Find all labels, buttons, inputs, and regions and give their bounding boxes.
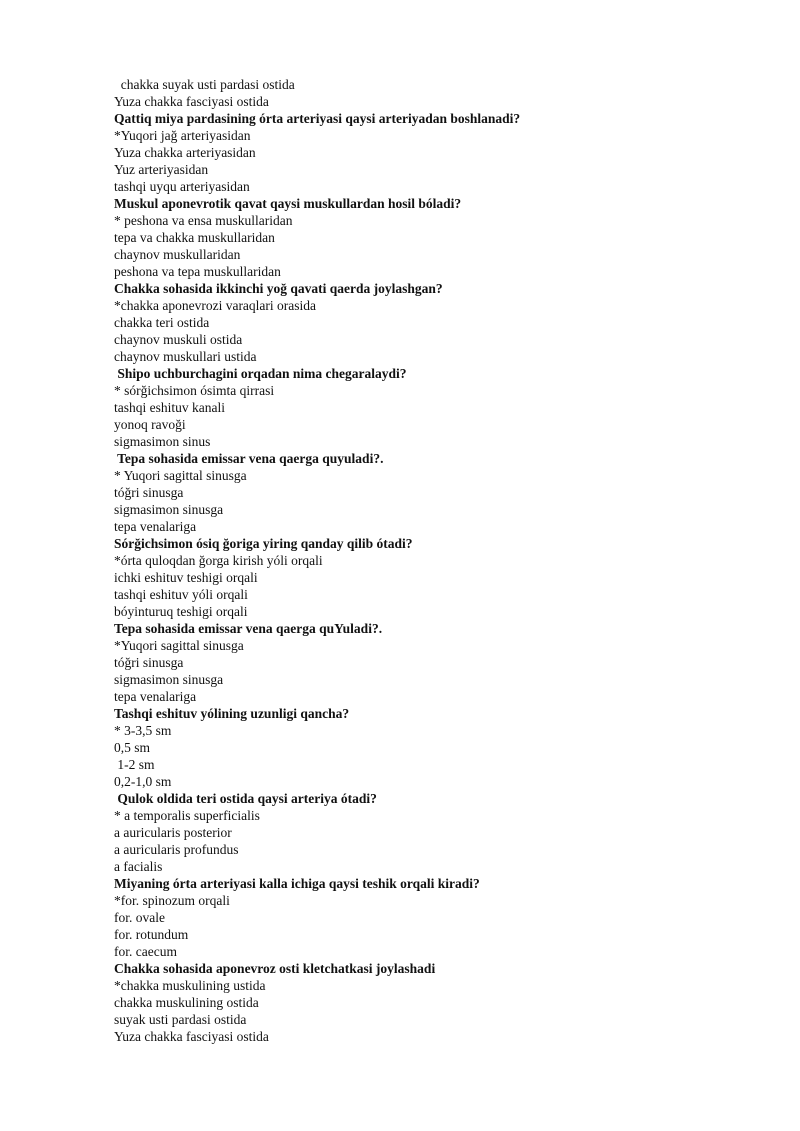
- answer-line: ichki eshituv teshigi orqali: [114, 570, 258, 585]
- answer-line: for. ovale: [114, 910, 165, 925]
- answer-line: *chakka aponevrozi varaqlari orasida: [114, 298, 317, 313]
- answer-line: for. caecum: [114, 944, 177, 959]
- answer-line: for. rotundum: [114, 927, 189, 942]
- question-line: Muskul aponevrotik qavat qaysi muskullardan hosil bóladi?: [114, 196, 462, 211]
- answer-line: chaynov muskuli ostida: [114, 332, 243, 347]
- answer-line: sigmasimon sinusga: [114, 502, 224, 517]
- answer-line: Yuz arteriyasidan: [114, 162, 209, 177]
- question-line: Miyaning órta arteriyasi kalla ichiga qaysi teshik orqali kiradi?: [114, 876, 480, 891]
- answer-line: sigmasimon sinus: [114, 434, 211, 449]
- answer-line: Yuza chakka fasciyasi ostida: [114, 1029, 269, 1044]
- answer-line: a auricularis profundus: [114, 842, 239, 857]
- answer-line: 0,5 sm: [114, 740, 151, 755]
- answer-line: sigmasimon sinusga: [114, 672, 224, 687]
- answer-line: bóyinturuq teshigi orqali: [114, 604, 248, 619]
- answer-line: tepa venalariga: [114, 519, 197, 534]
- answer-line: *chakka muskulining ustida: [114, 978, 266, 993]
- question-line: Chakka sohasida aponevroz osti kletchatkasi joylashadi: [114, 961, 436, 976]
- answer-line: tóğri sinusga: [114, 485, 184, 500]
- answer-line: 1-2 sm: [114, 757, 155, 772]
- answer-line: *Yuqori jağ arteriyasidan: [114, 128, 251, 143]
- answer-line: chakka teri ostida: [114, 315, 210, 330]
- question-line: Sórğichsimon ósiq ğoriga yiring qanday qilib ótadi?: [114, 536, 413, 551]
- answer-line: chaynov muskullaridan: [114, 247, 241, 262]
- answer-line: a auricularis posterior: [114, 825, 232, 840]
- answer-line: a facialis: [114, 859, 163, 874]
- answer-line: * sórğichsimon ósimta qirrasi: [114, 383, 275, 398]
- answer-line: * peshona va ensa muskullaridan: [114, 213, 293, 228]
- answer-line: *for. spinozum orqali: [114, 893, 230, 908]
- answer-line: tepa venalariga: [114, 689, 197, 704]
- answer-line: yonoq ravoği: [114, 417, 186, 432]
- answer-line: Yuza chakka arteriyasidan: [114, 145, 256, 160]
- answer-line: 0,2-1,0 sm: [114, 774, 172, 789]
- answer-line: * 3-3,5 sm: [114, 723, 172, 738]
- answer-line: tóğri sinusga: [114, 655, 184, 670]
- answer-line: * Yuqori sagittal sinusga: [114, 468, 247, 483]
- answer-line: peshona va tepa muskullaridan: [114, 264, 281, 279]
- question-line: Qulok oldida teri ostida qaysi arteriya ótadi?: [114, 791, 377, 806]
- question-line: Qattiq miya pardasining órta arteriyasi qaysi arteriyadan boshlanadi?: [114, 111, 521, 126]
- answer-line: *Yuqori sagittal sinusga: [114, 638, 244, 653]
- answer-line: suyak usti pardasi ostida: [114, 1012, 247, 1027]
- document-text: [114, 76, 754, 1045]
- answer-line: * a temporalis superficialis: [114, 808, 260, 823]
- answer-line: Yuza chakka fasciyasi ostida: [114, 94, 269, 109]
- question-line: Chakka sohasida ikkinchi yoğ qavati qaerda joylashgan?: [114, 281, 443, 296]
- answer-line: tashqi uyqu arteriyasidan: [114, 179, 250, 194]
- answer-line: tashqi eshituv yóli orqali: [114, 587, 248, 602]
- question-line: Tashqi eshituv yólining uzunligi qancha?: [114, 706, 350, 721]
- answer-line: tepa va chakka muskullaridan: [114, 230, 275, 245]
- answer-line: chaynov muskullari ustida: [114, 349, 257, 364]
- answer-line: *órta quloqdan ğorga kirish yóli orqali: [114, 553, 323, 568]
- answer-line: tashqi eshituv kanali: [114, 400, 225, 415]
- answer-line: chakka muskulining ostida: [114, 995, 259, 1010]
- answer-line: chakka suyak usti pardasi ostida: [114, 77, 295, 92]
- question-line: Shipo uchburchagini orqadan nima chegaralaydi?: [114, 366, 407, 381]
- question-line: Tepa sohasida emissar vena qaerga quYuladi?.: [114, 621, 383, 636]
- question-line: Tepa sohasida emissar vena qaerga quyuladi?.: [114, 451, 384, 466]
